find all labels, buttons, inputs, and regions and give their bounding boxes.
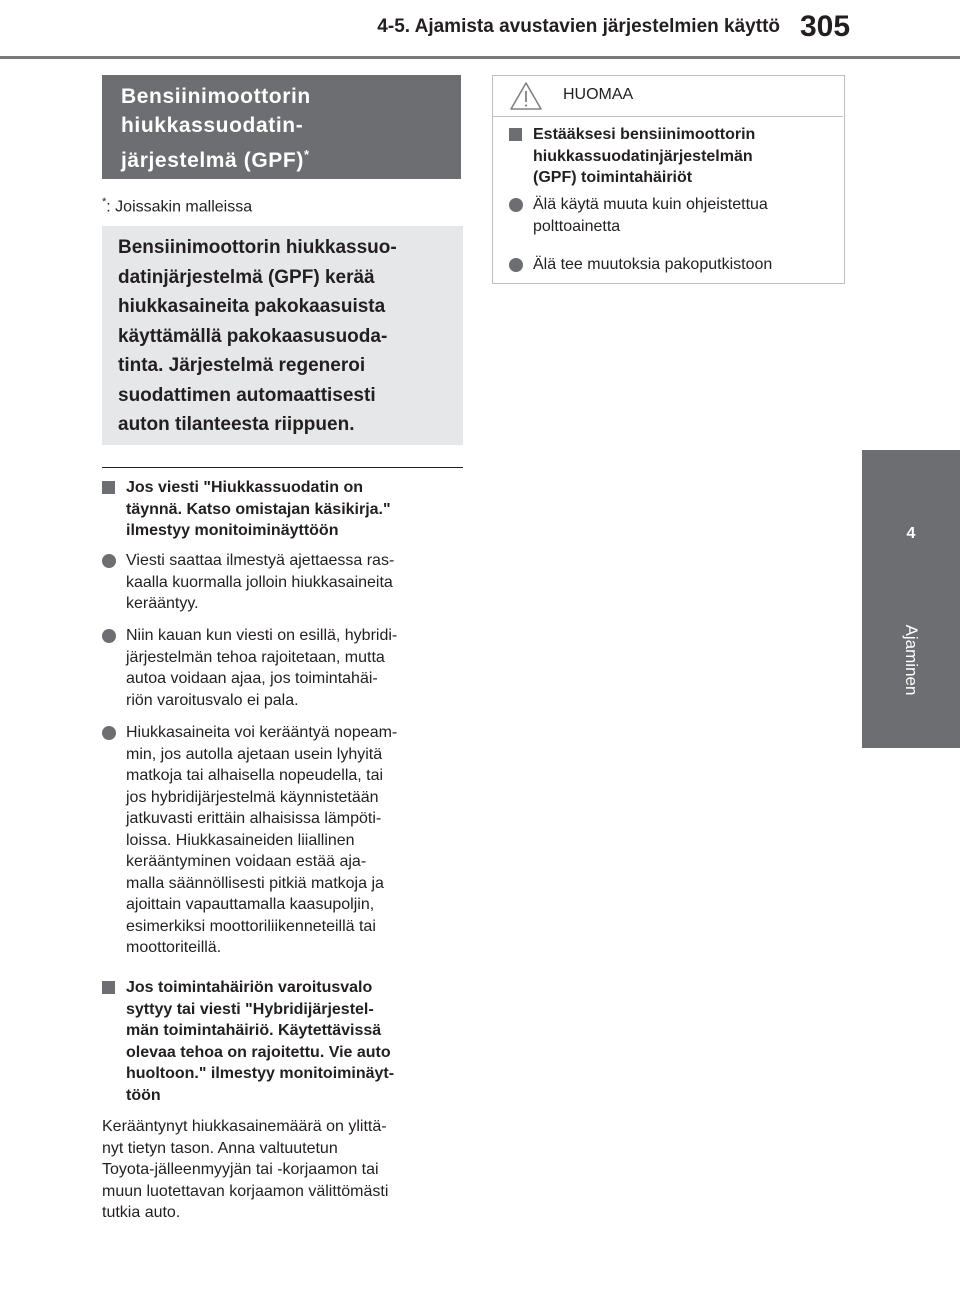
- notice-label: HUOMAA: [563, 86, 634, 103]
- text-line: riön varoitusvalo ei pala.: [126, 691, 299, 709]
- footnote-text: : Joissakin malleissa: [106, 198, 253, 216]
- footnote-marker: *: [303, 147, 310, 162]
- text-line: Älä käytä muuta kuin ohjeistettua: [533, 196, 768, 213]
- notice-header-divider: [493, 116, 843, 117]
- text-line: män toimintahäiriö. Käytettävissä: [126, 1022, 382, 1039]
- text-line: esimerkiksi moottoriliikenneteillä tai: [126, 917, 376, 935]
- text-line: huoltoon." ilmestyy monitoiminäyt-: [126, 1065, 395, 1082]
- text-line: Jos toimintahäiriön varoitusvalo: [126, 979, 373, 996]
- malfunction-paragraph: [102, 1116, 464, 1224]
- square-bullet-icon: [509, 124, 529, 148]
- square-bullet-icon: [102, 477, 122, 501]
- round-bullet-icon: [102, 625, 122, 650]
- text-line: polttoainetta: [533, 217, 621, 235]
- intro-line: datinjärjestelmä (GPF) kerää: [118, 266, 375, 288]
- chapter-name-container: [896, 590, 926, 730]
- section-title: [121, 82, 451, 175]
- text-line: jatkuvasti erittäin alhaisissa lämpöti-: [126, 810, 382, 827]
- round-bullet-icon: [102, 550, 122, 575]
- text-line: moottoriteillä.: [126, 939, 222, 956]
- section-title-line: [121, 140, 451, 175]
- bullet-item: [102, 550, 462, 615]
- text-line: Hiukkasaineita voi kerääntyä nopeam-: [126, 724, 398, 741]
- chapter-number: 4: [906, 525, 916, 542]
- text-line: jos hybridijärjestelmä käynnistetään: [126, 788, 379, 806]
- text-line: kerääntyminen voidaan estää aja-: [126, 853, 367, 870]
- intro-line: tinta. Järjestelmä regeneroi: [118, 355, 366, 376]
- intro-line: suodattimen automaattisesti: [118, 384, 376, 406]
- text-line: Estääksesi bensiinimoottorin: [533, 126, 756, 143]
- intro-box: [102, 226, 463, 445]
- text-line: hiukkassuodatinjärjestelmän: [533, 147, 753, 165]
- intro-line: Bensiinimoottorin hiukkassuo-: [118, 237, 397, 258]
- section-title-text: järjestelmä (GPF): [121, 149, 304, 172]
- subheading-malfunction: [102, 977, 462, 1106]
- header-divider: [0, 56, 960, 59]
- text-line: ilmestyy monitoiminäyttöön: [126, 522, 339, 539]
- text-line: kaalla kuormalla jolloin hiukkasaineita: [126, 573, 393, 591]
- round-bullet-icon: [509, 194, 529, 219]
- intro-line: käyttämällä pakokaasusuoda-: [118, 325, 388, 347]
- intro-line: auton tilanteesta riippuen.: [118, 414, 355, 435]
- text-line: Kerääntynyt hiukkasainemäärä on ylittä-: [102, 1118, 387, 1135]
- text-line: kerääntyy.: [126, 595, 199, 612]
- round-bullet-icon: [509, 254, 529, 279]
- footnote-marker: *: [102, 196, 107, 208]
- text-line: Niin kauan kun viesti on esillä, hybridi-: [126, 627, 398, 644]
- text-line: Jos viesti "Hiukkassuodatin on: [126, 479, 363, 496]
- text-line: täynnä. Katso omistajan käsikirja.": [126, 500, 391, 518]
- text-line: (GPF) toimintahäiriöt: [533, 169, 693, 186]
- text-line: autoa voidaan ajaa, jos toimintahäi-: [126, 670, 378, 687]
- square-bullet-icon: [102, 977, 122, 1001]
- text-line: Älä tee muutoksia pakoputkistoon: [533, 256, 773, 273]
- bullet-item: [102, 625, 462, 711]
- text-line: järjestelmän tehoa rajoitetaan, mutta: [126, 648, 385, 666]
- chapter-tab: [862, 450, 960, 748]
- text-line: ajoittain vapauttamalla kaasupoljin,: [126, 896, 375, 913]
- intro-text: [118, 233, 453, 440]
- text-line: syttyy tai viesti "Hybridijärjestel-: [126, 1000, 374, 1018]
- notice-header: [493, 76, 843, 116]
- notice-box: [492, 75, 845, 284]
- text-line: tutkia auto.: [102, 1204, 181, 1221]
- section-header: [102, 75, 461, 179]
- section-title-line: hiukkassuodatin-: [121, 114, 304, 137]
- subheading-message-full: [102, 477, 462, 542]
- intro-line: hiukkasaineita pakokaasuista: [118, 296, 386, 317]
- notice-bullet: [509, 194, 834, 237]
- running-header-title: 4-5. Ajamista avustavien järjestelmien käyttö: [377, 16, 780, 37]
- footnote: [102, 196, 252, 216]
- text-line: loissa. Hiukkasaineiden liiallinen: [126, 831, 355, 849]
- notice-bullet: [509, 254, 834, 276]
- text-line: nyt tietyn tason. Anna valtuutetun: [102, 1139, 338, 1157]
- text-line: matkoja tai alhaisella nopeudella, tai: [126, 767, 384, 784]
- bullet-item: [102, 722, 462, 959]
- warning-triangle-icon: [509, 81, 543, 111]
- page-number: 305: [800, 10, 851, 43]
- text-line: Viesti saattaa ilmestyä ajettaessa ras-: [126, 552, 395, 569]
- text-line: Toyota-jälleenmyyjän tai -korjaamon tai: [102, 1161, 379, 1178]
- text-line: töön: [126, 1086, 161, 1104]
- section-title-line: Bensiinimoottorin: [121, 85, 311, 108]
- section-divider: [102, 467, 463, 468]
- notice-subheading: [509, 124, 834, 189]
- chapter-name: Ajaminen: [902, 624, 921, 696]
- text-line: malla säännöllisesti pitkiä matkoja ja: [126, 874, 384, 892]
- text-line: muun luotettavan korjaamon välittömästi: [102, 1182, 389, 1200]
- text-line: olevaa tehoa on rajoitettu. Vie auto: [126, 1043, 391, 1061]
- round-bullet-icon: [102, 722, 122, 747]
- text-line: min, jos autolla ajetaan usein lyhyitä: [126, 745, 383, 763]
